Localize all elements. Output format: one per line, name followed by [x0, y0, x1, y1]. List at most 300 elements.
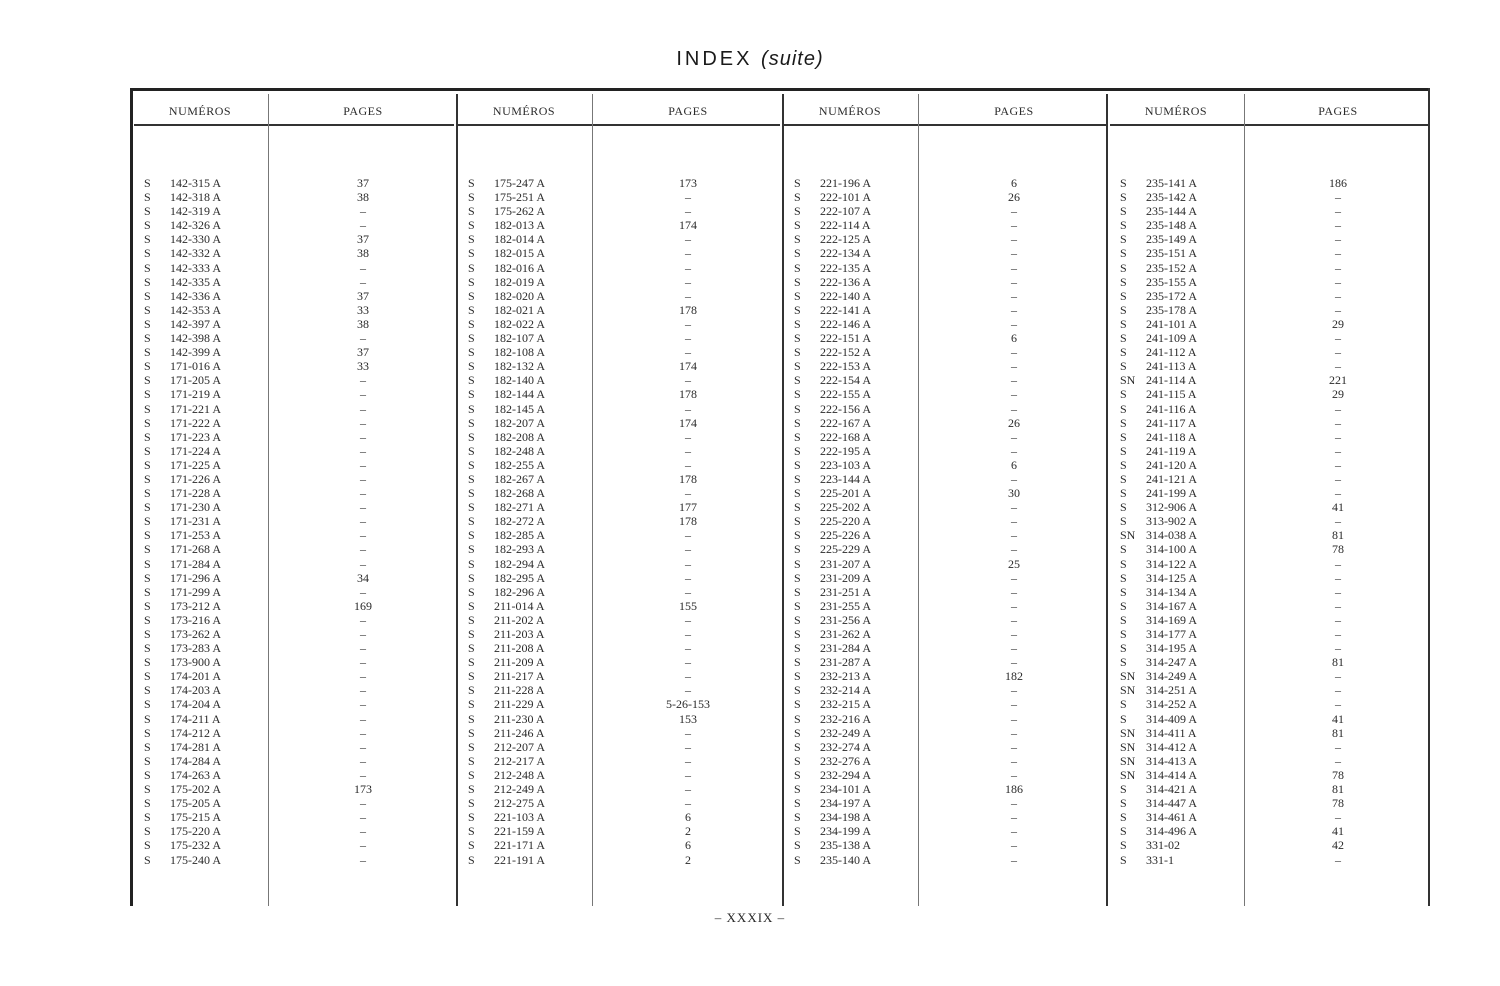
- series-prefix: S: [1120, 838, 1127, 853]
- index-row: [134, 712, 454, 726]
- page-ref: –: [1335, 232, 1341, 247]
- index-row: [134, 359, 454, 373]
- index-row: [134, 599, 454, 613]
- series-prefix: S: [144, 176, 151, 190]
- column-group-divider: [1106, 94, 1108, 906]
- page-ref: –: [685, 641, 691, 656]
- series-prefix: S: [468, 359, 475, 374]
- series-prefix: S: [1120, 218, 1127, 233]
- series-prefix: S: [468, 190, 475, 205]
- index-row: [784, 458, 1106, 472]
- header-pages: PAGES: [343, 104, 383, 118]
- column-header: [784, 98, 1106, 126]
- part-number: 142-333 A: [170, 260, 221, 275]
- index-row: [134, 627, 454, 641]
- page-ref: –: [1011, 401, 1017, 416]
- page-ref: –: [1335, 471, 1341, 486]
- page-ref: –: [685, 260, 691, 275]
- page-ref: 6: [1011, 176, 1017, 190]
- page-ref: –: [685, 443, 691, 458]
- page-ref: 37: [357, 288, 369, 303]
- series-prefix: S: [468, 387, 475, 402]
- series-prefix: S: [468, 429, 475, 444]
- page-ref: 42: [1332, 838, 1344, 853]
- page-ref: 155: [679, 598, 697, 613]
- page-ref: –: [1011, 584, 1017, 599]
- part-number: 225-202 A: [820, 500, 871, 515]
- series-prefix: S: [144, 810, 151, 825]
- series-prefix: S: [1120, 711, 1127, 726]
- series-prefix: S: [468, 669, 475, 684]
- index-row: [784, 528, 1106, 542]
- series-prefix: S: [1120, 486, 1127, 501]
- index-row: [1110, 331, 1428, 345]
- part-number: 232-276 A: [820, 753, 871, 768]
- index-row: [784, 669, 1106, 683]
- series-prefix: S: [468, 528, 475, 543]
- page-ref: –: [1011, 345, 1017, 360]
- index-row: [784, 359, 1106, 373]
- part-number: 142-335 A: [170, 274, 221, 289]
- series-prefix: S: [794, 796, 801, 811]
- index-row: [784, 838, 1106, 852]
- index-row: [784, 331, 1106, 345]
- index-row: [134, 303, 454, 317]
- page-ref: –: [1335, 457, 1341, 472]
- index-row: [1110, 557, 1428, 571]
- index-row: [458, 176, 780, 190]
- index-row: [458, 472, 780, 486]
- page-ref: –: [685, 246, 691, 261]
- page-ref: –: [1011, 218, 1017, 233]
- series-prefix: S: [468, 232, 475, 247]
- index-row: [784, 557, 1106, 571]
- part-number: 211-246 A: [494, 725, 545, 740]
- part-number: 174-212 A: [170, 725, 221, 740]
- series-prefix: S: [468, 627, 475, 641]
- index-row: [458, 345, 780, 359]
- page-ref: 81: [1332, 528, 1344, 543]
- index-row: [784, 500, 1106, 514]
- index-row: [458, 331, 780, 345]
- part-number: 174-211 A: [170, 711, 221, 726]
- part-number: 234-198 A: [820, 810, 871, 825]
- part-number: 241-119 A: [1146, 443, 1197, 458]
- part-number: 182-015 A: [494, 246, 545, 261]
- page-ref: –: [360, 641, 366, 656]
- index-row: [134, 838, 454, 852]
- series-prefix: S: [794, 767, 801, 782]
- series-prefix: S: [144, 331, 151, 346]
- series-prefix: S: [1120, 415, 1127, 430]
- series-prefix: S: [144, 852, 151, 867]
- index-row: [458, 359, 780, 373]
- part-number: 235-149 A: [1146, 232, 1197, 247]
- index-row: [784, 853, 1106, 867]
- page-ref: –: [685, 345, 691, 360]
- series-prefix: S: [468, 810, 475, 825]
- index-row: [458, 542, 780, 556]
- page-ref: –: [1011, 570, 1017, 585]
- page-ref: –: [360, 401, 366, 416]
- series-prefix: S: [1120, 584, 1127, 599]
- series-prefix: S: [144, 612, 151, 627]
- series-prefix: S: [1120, 824, 1127, 839]
- part-number: 171-296 A: [170, 570, 221, 585]
- page-ref: –: [1011, 655, 1017, 670]
- page-ref: –: [360, 542, 366, 557]
- index-row: [458, 500, 780, 514]
- page-ref: –: [1011, 232, 1017, 247]
- series-prefix: S: [794, 824, 801, 839]
- index-row: [134, 571, 454, 585]
- part-number: 231-209 A: [820, 570, 871, 585]
- series-prefix: S: [794, 246, 801, 261]
- series-prefix: S: [144, 232, 151, 247]
- part-number: 222-154 A: [820, 373, 871, 388]
- page-ref: –: [685, 739, 691, 754]
- index-row: [458, 402, 780, 416]
- series-prefix: S: [794, 782, 801, 797]
- part-number: 175-220 A: [170, 824, 221, 839]
- part-number: 173-262 A: [170, 627, 221, 641]
- index-row: [1110, 824, 1428, 838]
- part-number: 182-207 A: [494, 415, 545, 430]
- part-number: 182-020 A: [494, 288, 545, 303]
- index-row: [784, 726, 1106, 740]
- index-row: [1110, 416, 1428, 430]
- page-ref: –: [360, 260, 366, 275]
- header-numeros: NUMÉROS: [1144, 104, 1208, 118]
- index-row: [784, 345, 1106, 359]
- page-ref: –: [360, 655, 366, 670]
- part-number: 171-226 A: [170, 471, 221, 486]
- page-ref: –: [1011, 810, 1017, 825]
- page-ref: –: [1011, 246, 1017, 261]
- part-number: 182-208 A: [494, 429, 545, 444]
- part-number: 182-267 A: [494, 471, 545, 486]
- series-prefix: S: [468, 500, 475, 515]
- series-prefix: S: [1120, 345, 1127, 360]
- page-ref: 173: [679, 176, 697, 190]
- index-row: [1110, 712, 1428, 726]
- index-row: [1110, 500, 1428, 514]
- series-prefix: S: [794, 655, 801, 670]
- index-row: [784, 796, 1106, 810]
- index-row: [784, 232, 1106, 246]
- series-prefix: S: [794, 739, 801, 754]
- index-row: [1110, 218, 1428, 232]
- series-prefix: S: [794, 260, 801, 275]
- series-prefix: S: [468, 570, 475, 585]
- page-ref: –: [1335, 641, 1341, 656]
- index-row: [134, 402, 454, 416]
- index-row: [784, 824, 1106, 838]
- series-prefix: S: [794, 753, 801, 768]
- series-prefix: S: [144, 415, 151, 430]
- page-number: – XXXIX –: [714, 910, 786, 925]
- part-number: 222-167 A: [820, 415, 871, 430]
- page-ref: –: [360, 500, 366, 515]
- series-prefix: S: [1120, 387, 1127, 402]
- index-row: [458, 528, 780, 542]
- page-ref: –: [1335, 204, 1341, 219]
- part-number: 222-136 A: [820, 274, 871, 289]
- part-number: 182-132 A: [494, 359, 545, 374]
- part-number: 232-274 A: [820, 739, 871, 754]
- page-ref: –: [1011, 443, 1017, 458]
- part-number: 314-134 A: [1146, 584, 1197, 599]
- part-number: 235-142 A: [1146, 190, 1197, 205]
- part-number: 314-413 A: [1146, 753, 1197, 768]
- page-ref: –: [1011, 359, 1017, 374]
- index-row: [458, 697, 780, 711]
- page-ref: –: [685, 753, 691, 768]
- series-prefix: S: [468, 782, 475, 797]
- index-row: [784, 585, 1106, 599]
- part-number: 221-196 A: [820, 176, 871, 190]
- page-ref: –: [1011, 316, 1017, 331]
- index-row: [1110, 303, 1428, 317]
- page-ref: –: [360, 218, 366, 233]
- index-row: [1110, 740, 1428, 754]
- series-prefix: S: [144, 767, 151, 782]
- part-number: 221-103 A: [494, 810, 545, 825]
- index-row: [458, 458, 780, 472]
- part-number: 232-294 A: [820, 767, 871, 782]
- page-ref: –: [1335, 331, 1341, 346]
- part-number: 182-140 A: [494, 373, 545, 388]
- series-prefix: SN: [1120, 528, 1136, 543]
- index-row: [134, 514, 454, 528]
- part-number: 182-296 A: [494, 584, 545, 599]
- part-number: 142-399 A: [170, 345, 221, 360]
- series-prefix: S: [794, 683, 801, 698]
- series-prefix: S: [1120, 556, 1127, 571]
- page-ref: 37: [357, 232, 369, 247]
- part-number: 171-224 A: [170, 443, 221, 458]
- series-prefix: S: [794, 288, 801, 303]
- series-prefix: S: [1120, 443, 1127, 458]
- page-ref: –: [1335, 288, 1341, 303]
- part-number: 173-216 A: [170, 612, 221, 627]
- index-row: [784, 810, 1106, 824]
- part-number: 241-113 A: [1146, 359, 1197, 374]
- series-prefix: S: [468, 246, 475, 261]
- part-number: 314-411 A: [1146, 725, 1197, 740]
- series-prefix: S: [1120, 401, 1127, 416]
- page-ref: –: [1335, 415, 1341, 430]
- part-number: 173-212 A: [170, 598, 221, 613]
- part-number: 225-201 A: [820, 486, 871, 501]
- index-row: [458, 838, 780, 852]
- page-ref: 5-26-153: [666, 697, 710, 712]
- page-ref: 81: [1332, 655, 1344, 670]
- page-ref: –: [360, 683, 366, 698]
- series-prefix: S: [144, 669, 151, 684]
- index-row: [134, 585, 454, 599]
- page-ref: –: [685, 542, 691, 557]
- page-ref: –: [1335, 810, 1341, 825]
- page-ref: –: [1335, 345, 1341, 360]
- page-ref: –: [360, 697, 366, 712]
- part-number: 142-398 A: [170, 331, 221, 346]
- page-ref: 6: [1011, 331, 1017, 346]
- part-number: 174-263 A: [170, 767, 221, 782]
- series-prefix: SN: [1120, 767, 1136, 782]
- part-number: 221-159 A: [494, 824, 545, 839]
- series-prefix: S: [144, 316, 151, 331]
- page-ref: 174: [679, 415, 697, 430]
- series-prefix: S: [468, 612, 475, 627]
- series-prefix: S: [1120, 697, 1127, 712]
- series-prefix: S: [468, 838, 475, 853]
- part-number: 211-203 A: [494, 627, 545, 641]
- page-ref: –: [360, 486, 366, 501]
- series-prefix: S: [144, 471, 151, 486]
- series-prefix: S: [468, 584, 475, 599]
- page-ref: –: [685, 190, 691, 205]
- page-ref: –: [1011, 739, 1017, 754]
- page-ref: 37: [357, 345, 369, 360]
- index-row: [1110, 176, 1428, 190]
- page-ref: –: [685, 655, 691, 670]
- index-row: [458, 641, 780, 655]
- index-row: [134, 768, 454, 782]
- page-ref: –: [1011, 767, 1017, 782]
- part-number: 232-249 A: [820, 725, 871, 740]
- index-row: [458, 810, 780, 824]
- series-prefix: S: [144, 204, 151, 219]
- index-row: [458, 740, 780, 754]
- series-prefix: SN: [1120, 669, 1136, 684]
- page-ref: 41: [1332, 824, 1344, 839]
- index-row: [1110, 246, 1428, 260]
- index-row: [784, 190, 1106, 204]
- index-row: [134, 853, 454, 867]
- series-prefix: S: [1120, 190, 1127, 205]
- page-ref: –: [360, 373, 366, 388]
- series-prefix: S: [794, 852, 801, 867]
- part-number: 175-215 A: [170, 810, 221, 825]
- part-number: 232-216 A: [820, 711, 871, 726]
- index-row: [784, 416, 1106, 430]
- part-number: 314-252 A: [1146, 697, 1197, 712]
- page-ref: –: [360, 457, 366, 472]
- index-row: [134, 218, 454, 232]
- page-ref: –: [360, 415, 366, 430]
- page-ref: 41: [1332, 500, 1344, 515]
- page-ref: 33: [357, 359, 369, 374]
- page-ref: 29: [1332, 316, 1344, 331]
- index-row: [458, 514, 780, 528]
- part-number: 212-217 A: [494, 753, 545, 768]
- index-row: [134, 528, 454, 542]
- page-ref: –: [360, 471, 366, 486]
- part-number: 235-141 A: [1146, 176, 1197, 190]
- page-ref: –: [1335, 302, 1341, 317]
- index-row: [134, 472, 454, 486]
- part-number: 175-247 A: [494, 176, 545, 190]
- page-ref: –: [360, 429, 366, 444]
- index-row: [458, 416, 780, 430]
- index-row: [1110, 726, 1428, 740]
- index-row: [458, 303, 780, 317]
- series-prefix: S: [468, 683, 475, 698]
- index-row: [458, 683, 780, 697]
- page-ref: –: [1335, 260, 1341, 275]
- page-ref: –: [1011, 683, 1017, 698]
- page-ref: –: [1335, 598, 1341, 613]
- page-ref: –: [1335, 514, 1341, 529]
- index-row: [1110, 387, 1428, 401]
- header-numeros: NUMÉROS: [818, 104, 882, 118]
- series-prefix: SN: [1120, 683, 1136, 698]
- series-prefix: S: [794, 345, 801, 360]
- page-ref: –: [1335, 443, 1341, 458]
- page-ref: –: [1335, 683, 1341, 698]
- page-title: [0, 48, 1500, 71]
- page-ref: –: [685, 556, 691, 571]
- index-row: [784, 303, 1106, 317]
- index-row: [1110, 542, 1428, 556]
- page-ref: –: [360, 725, 366, 740]
- series-prefix: S: [1120, 429, 1127, 444]
- series-prefix: S: [144, 584, 151, 599]
- part-number: 142-326 A: [170, 218, 221, 233]
- part-number: 211-217 A: [494, 669, 545, 684]
- index-row: [134, 613, 454, 627]
- page-ref: –: [360, 627, 366, 641]
- part-number: 142-315 A: [170, 176, 221, 190]
- page-ref: 38: [357, 316, 369, 331]
- index-row: [1110, 261, 1428, 275]
- page-ref: –: [1335, 556, 1341, 571]
- part-number: 314-414 A: [1146, 767, 1197, 782]
- part-number: 234-199 A: [820, 824, 871, 839]
- part-number: 314-167 A: [1146, 598, 1197, 613]
- part-number: 212-248 A: [494, 767, 545, 782]
- series-prefix: S: [794, 415, 801, 430]
- index-row: [134, 190, 454, 204]
- series-prefix: S: [468, 641, 475, 656]
- index-row: [784, 218, 1106, 232]
- series-prefix: S: [1120, 359, 1127, 374]
- page-ref: –: [1335, 627, 1341, 641]
- index-row: [1110, 683, 1428, 697]
- series-prefix: S: [794, 500, 801, 515]
- index-row: [1110, 232, 1428, 246]
- series-prefix: S: [794, 725, 801, 740]
- page-ref: 153: [679, 711, 697, 726]
- index-row: [458, 768, 780, 782]
- part-number: 241-115 A: [1146, 387, 1197, 402]
- page-ref: 6: [685, 838, 691, 853]
- series-prefix: S: [794, 641, 801, 656]
- page-ref: –: [685, 796, 691, 811]
- part-number: 211-229 A: [494, 697, 545, 712]
- index-row: [458, 585, 780, 599]
- column-group: [784, 94, 1106, 906]
- series-prefix: S: [468, 542, 475, 557]
- index-row: [458, 824, 780, 838]
- page-ref: 182: [1005, 669, 1023, 684]
- series-prefix: S: [144, 796, 151, 811]
- page-ref: 78: [1332, 767, 1344, 782]
- index-row: [458, 232, 780, 246]
- series-prefix: S: [1120, 796, 1127, 811]
- part-number: 142-332 A: [170, 246, 221, 261]
